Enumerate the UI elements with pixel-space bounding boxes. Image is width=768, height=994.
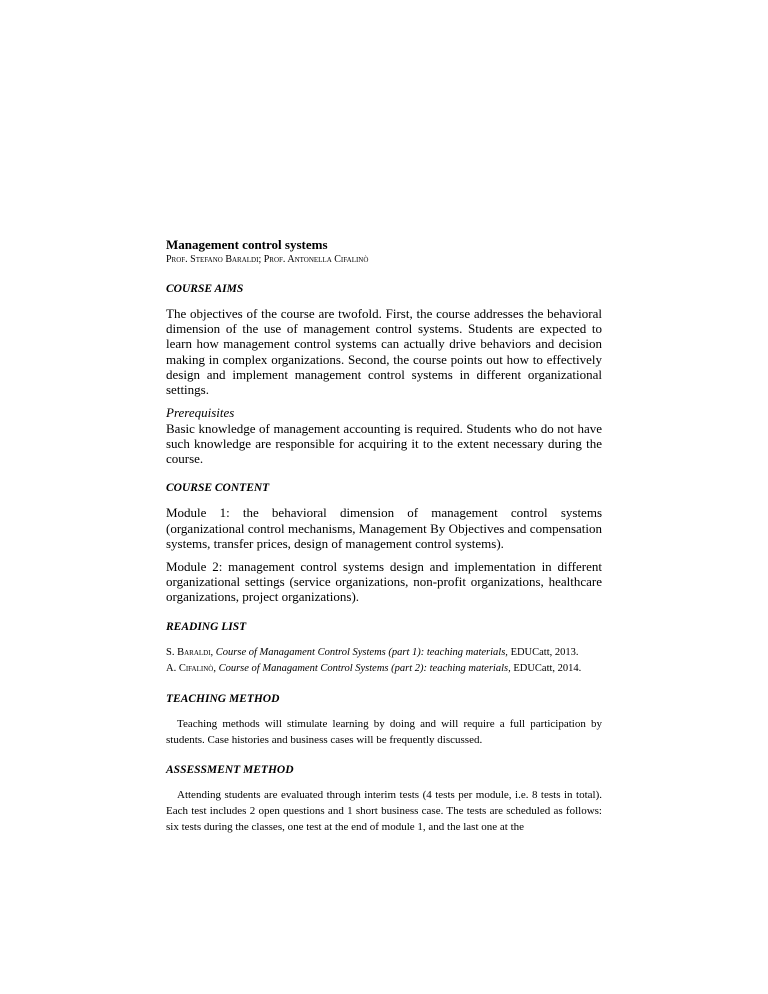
module-2-text: Module 2: management control systems design and implementation in different organizational settings (service organizations, non-profit organizations, healthcare organizations, project organizations). (166, 558, 602, 605)
module-1-text: Module 1: the behavioral dimension of management control systems (organizational control mechanisms, Management By Objectives and compensation systems, transfer prices, design of management control systems). (166, 505, 602, 551)
teaching-method-text: Teaching methods will stimulate learning by doing and will require a full participation by students. Case histories and business cases will be frequently discussed. (166, 717, 602, 746)
reading-list-section (166, 620, 602, 677)
reading-publisher: EDUCatt, 2013. (510, 646, 579, 658)
reading-work: Course of Managament Control Systems (part 2): teaching materials, (218, 662, 511, 674)
course-aims-heading: COURSE AIMS (166, 283, 244, 295)
assessment-method-text: Attending students are evaluated through interim tests (4 tests per module, i.e. 8 tests in total). Each test includes 2 open questions and 1 short business case. The tests are scheduled as follows: six tests during the classes, one test at the end of module 1, and the last one at the (166, 788, 602, 833)
course-aims-text: The objectives of the course are twofold. First, the course addresses the behavioral dimension of the use of management control systems. Students are expected to learn how management control systems can actually drive behaviors and decision making in complex organizations. Second, the course points out how to effectively design and implement management control systems in different organizational settings. (166, 306, 602, 398)
course-document (166, 236, 602, 850)
reading-author: S. Baraldi, (166, 646, 214, 658)
course-title: Management control systems (166, 237, 328, 252)
course-content-section (166, 481, 602, 604)
prerequisites-text: Basic knowledge of management accounting is required. Students who do not have such knowledge are responsible for acquiring it to the extent necessary during the course. (166, 420, 602, 467)
course-authors: Prof. Stefano Baraldi; Prof. Antonella Cifalinò (166, 254, 369, 265)
reading-author: A. Cifalinò, (166, 662, 216, 674)
course-content-heading: COURSE CONTENT (166, 482, 270, 495)
reading-work: Course of Managament Control Systems (part 1): teaching materials, (215, 646, 508, 658)
reading-list-item (166, 645, 602, 661)
teaching-method-section (166, 692, 602, 748)
reading-list-heading: READING LIST (166, 620, 247, 633)
course-aims-section (166, 282, 602, 397)
teaching-method-heading: TEACHING METHOD (166, 692, 280, 705)
reading-publisher: EDUCatt, 2014. (513, 662, 582, 674)
reading-list-item (166, 661, 602, 677)
prerequisites-section (166, 405, 602, 466)
assessment-method-section (166, 763, 602, 835)
prerequisites-heading: Prerequisites (166, 405, 235, 421)
assessment-method-heading: ASSESSMENT METHOD (166, 763, 294, 776)
